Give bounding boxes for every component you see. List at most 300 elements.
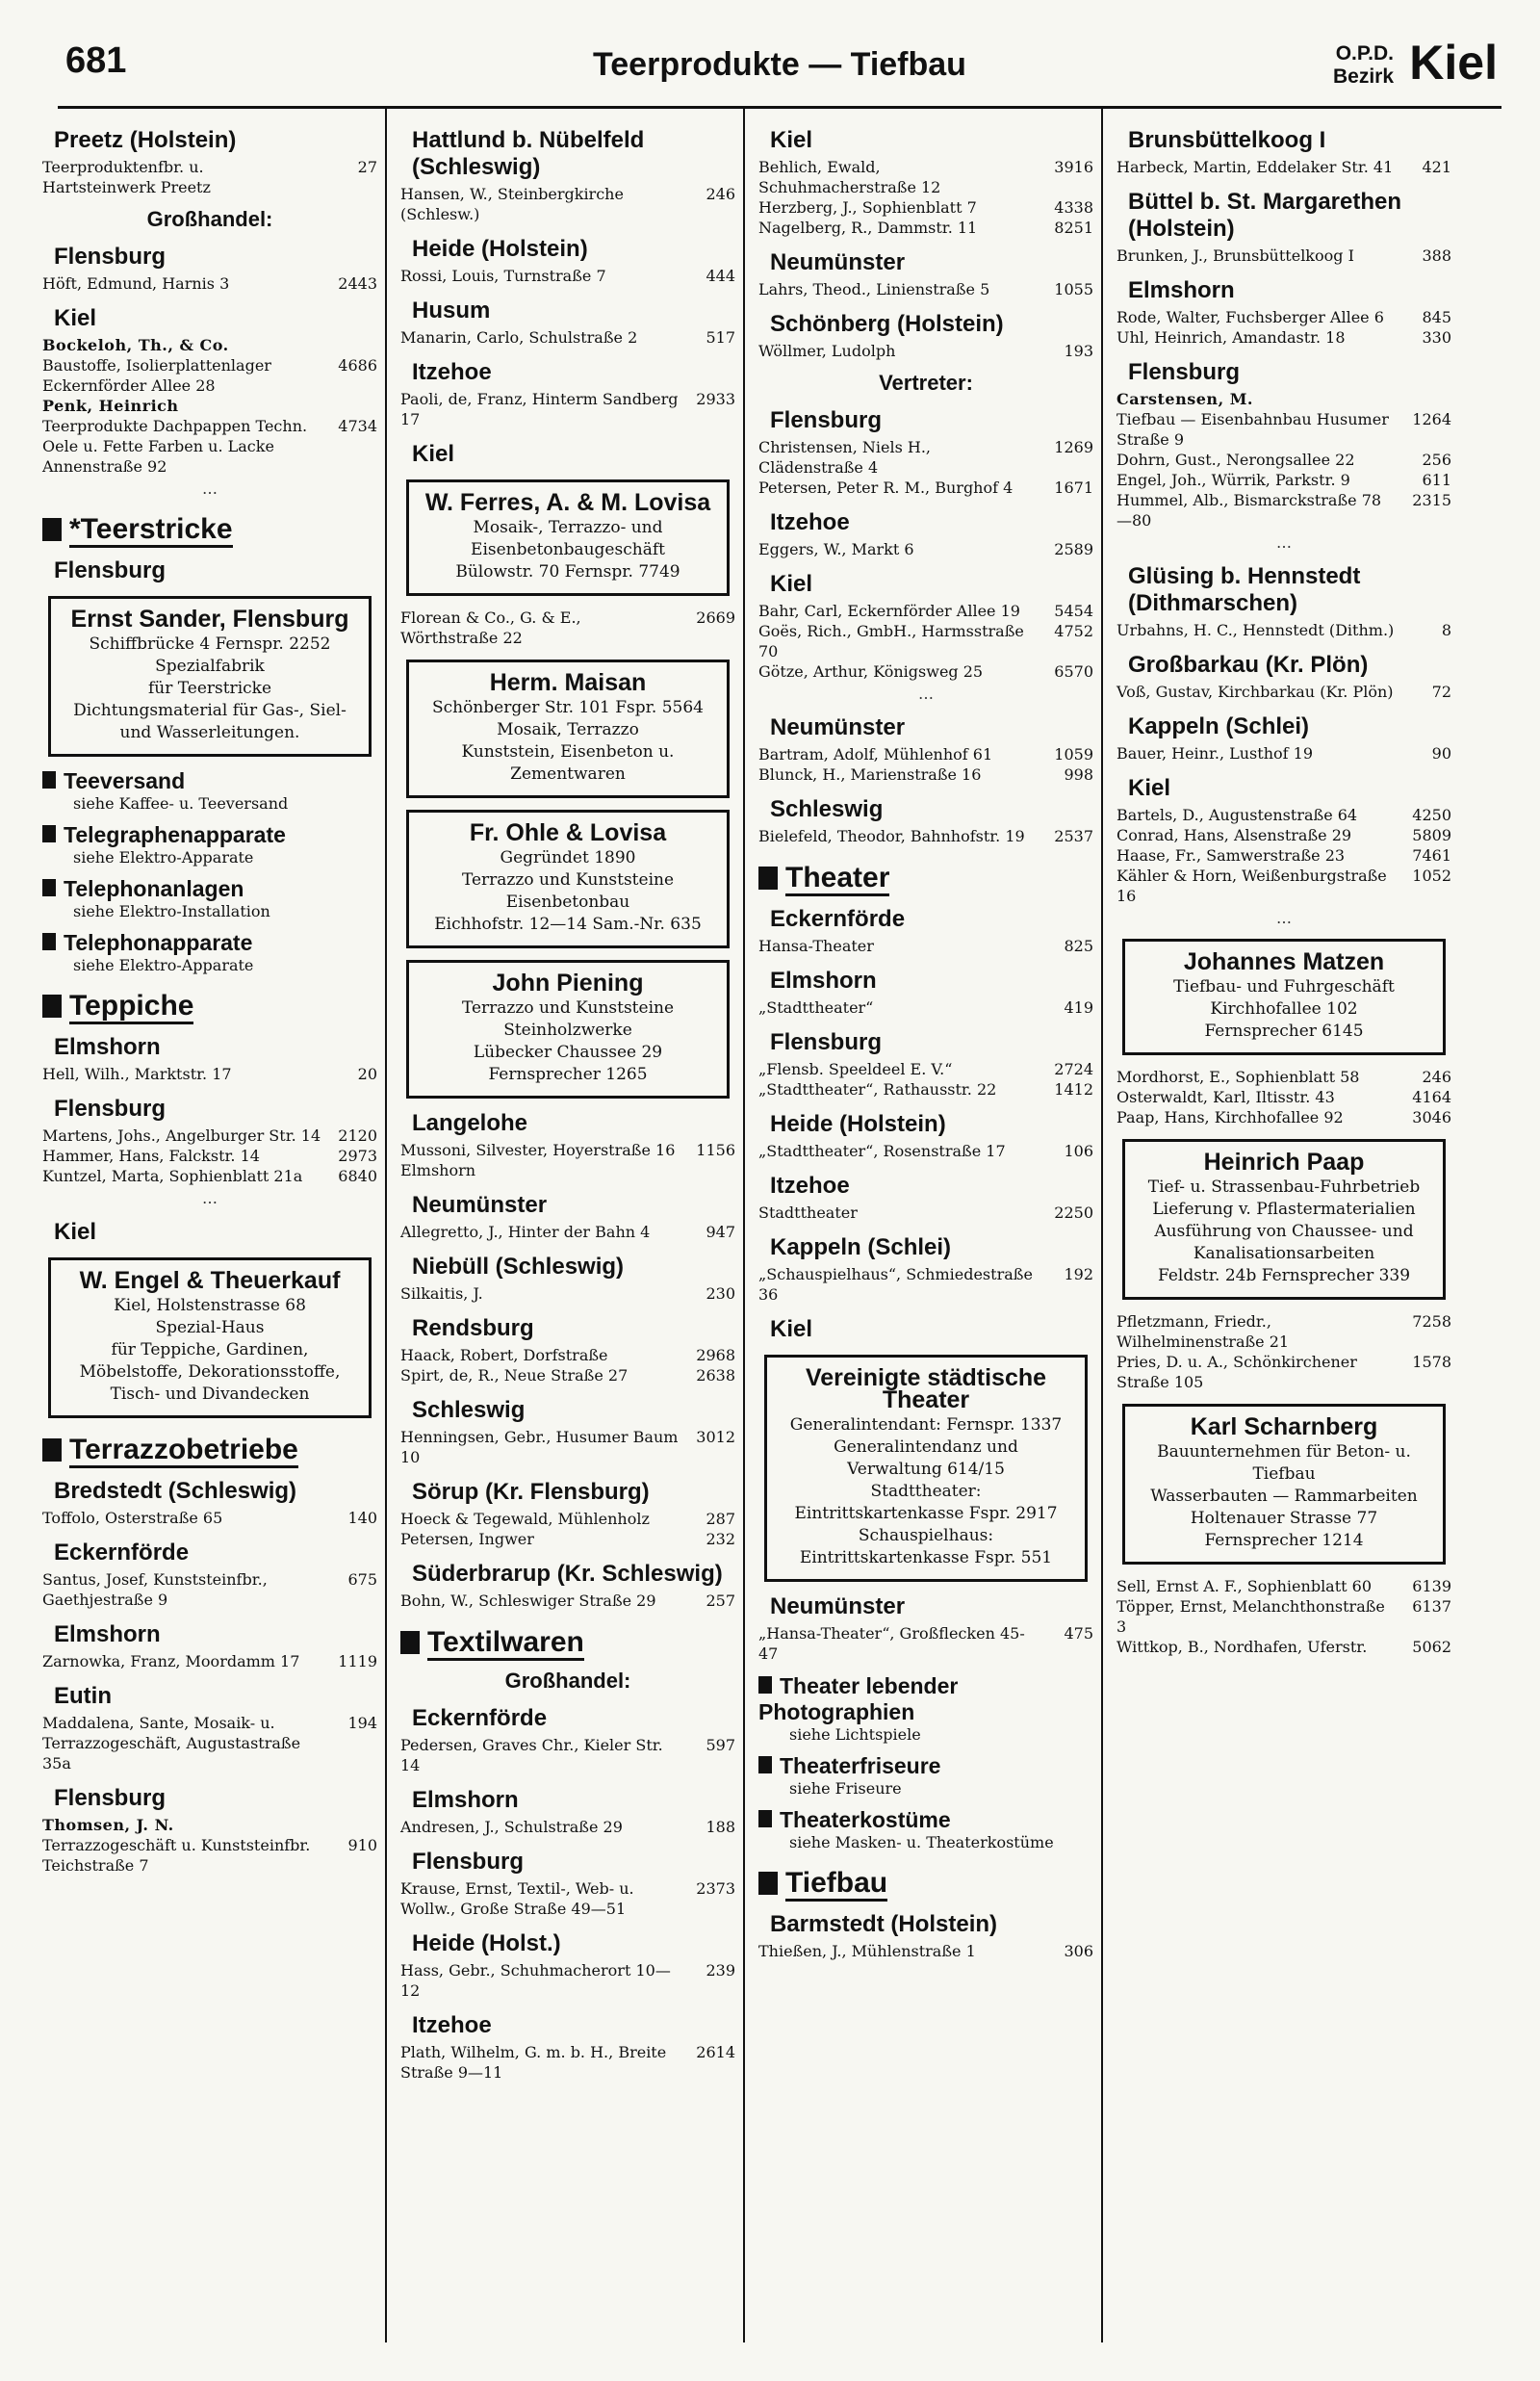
ad-line: Eisenbetonbau — [505, 893, 630, 912]
entry-text: Hoeck & Tegewald, Mühlenholz — [400, 1510, 650, 1528]
entry-text: „Stadttheater“, Rathausstr. 22 — [758, 1080, 997, 1099]
phone-number: 4752 — [1054, 622, 1093, 640]
place-heading: Neumünster — [770, 714, 906, 740]
see-also-text: siehe Kaffee- u. Teeversand — [73, 794, 289, 813]
phone-number: 194 — [347, 1714, 377, 1732]
omitted-entries: … — [1276, 909, 1292, 927]
column-2 — [393, 108, 745, 2342]
directory-entry — [42, 1815, 377, 1835]
directory-entry — [758, 826, 1093, 846]
ad-line: Fernsprecher 6145 — [1204, 1022, 1364, 1041]
directory-entry — [758, 197, 1093, 218]
directory-entry — [758, 539, 1093, 559]
cross-reference — [42, 876, 377, 920]
entry-text: Blunck, H., Marienstraße 16 — [758, 765, 982, 784]
phone-number: 192 — [1064, 1265, 1093, 1283]
phone-number: 4686 — [338, 356, 377, 375]
directory-entry — [758, 478, 1093, 498]
directory-entry — [758, 764, 1093, 785]
page-number: 681 — [65, 40, 127, 81]
see-also-text: siehe Elektro-Installation — [73, 902, 270, 920]
entry-text: Christensen, Niels H., Clädenstraße 4 — [758, 438, 932, 477]
entry-text: Bohn, W., Schleswiger Straße 29 — [400, 1592, 656, 1610]
entry-text: Toffolo, Osterstraße 65 — [42, 1509, 223, 1527]
page-header — [58, 27, 1502, 109]
place-heading: Eckernförde — [54, 1540, 190, 1566]
entry-text: Hass, Gebr., Schuhmacherort 10—12 — [400, 1961, 671, 2000]
phone-number: 421 — [1422, 158, 1451, 176]
phone-number: 257 — [706, 1592, 735, 1610]
place-heading: Barmstedt (Holstein) — [770, 1911, 998, 1937]
place-heading: Neumünster — [770, 1593, 906, 1619]
column-1 — [35, 108, 387, 2342]
directory-entry — [1116, 389, 1451, 409]
phone-number: 8 — [1441, 621, 1451, 639]
advertisement-box — [406, 960, 730, 1099]
place-heading: Sörup (Kr. Flensburg) — [412, 1479, 650, 1505]
entry-text: Mordhorst, E., Sophienblatt 58 — [1116, 1068, 1360, 1086]
phone-number: 1269 — [1054, 438, 1093, 456]
entry-text: Uhl, Heinrich, Amandastr. 18 — [1116, 328, 1346, 347]
directory-entry — [1116, 470, 1451, 490]
directory-entry — [1116, 307, 1451, 327]
entry-text: Terrazzogeschäft u. Kunststeinfbr. Teichstraße 7 — [42, 1836, 311, 1875]
ad-line: Ausführung von Chaussee- und Kanalisationsarbeiten — [1154, 1222, 1414, 1263]
directory-entry — [42, 1713, 377, 1773]
advertiser-name: Vereinigte städtische Theater — [805, 1364, 1047, 1413]
district-city: Kiel — [1409, 36, 1498, 90]
cross-reference-head — [758, 1807, 1093, 1833]
phone-number: 6840 — [338, 1167, 377, 1185]
phone-number: 3012 — [696, 1428, 735, 1446]
advertisement-box — [1122, 939, 1446, 1055]
phone-number: 910 — [347, 1836, 377, 1854]
directory-entry — [1116, 1311, 1451, 1352]
place-heading: Heide (Holstein) — [412, 236, 588, 262]
place-heading: Flensburg — [54, 1096, 167, 1122]
directory-entry — [1116, 1087, 1451, 1107]
omitted-entries: … — [918, 685, 934, 703]
directory-entry — [758, 1623, 1093, 1664]
phone-number: 239 — [706, 1961, 735, 1980]
page-title: Teerprodukte — Tiefbau — [593, 46, 966, 83]
directory-entry — [758, 279, 1093, 299]
entry-text: Hummel, Alb., Bismarckstraße 78—80 — [1116, 491, 1382, 530]
ad-line: Mosaik, Terrazzo — [497, 720, 639, 739]
directory-entry — [42, 1166, 377, 1186]
entry-text: Carstensen, M. — [1116, 390, 1253, 408]
phone-number: 475 — [1064, 1624, 1093, 1643]
ad-line: für Teppiche, Gardinen, Möbelstoffe, Dekorationsstoffe, Tisch- und Divandecken — [79, 1340, 341, 1404]
section-marker — [42, 995, 62, 1018]
place-heading: Elmshorn — [412, 1787, 519, 1813]
phone-number: 1156 — [696, 1141, 735, 1159]
place-heading: Kiel — [1128, 775, 1171, 801]
ad-line: Eisenbetonbaugeschäft — [471, 540, 665, 559]
entry-text: Santus, Josef, Kunststeinfbr., Gaethjestraße 9 — [42, 1570, 268, 1609]
entry-text: Bartram, Adolf, Mühlenhof 61 — [758, 745, 993, 763]
ad-line: Schauspielhaus: — [858, 1526, 994, 1545]
section-marker — [42, 771, 56, 789]
ad-line: Stadttheater: — [870, 1482, 982, 1501]
place-heading: Itzehoe — [770, 509, 850, 535]
section-marker — [42, 933, 56, 950]
phone-number: 1412 — [1054, 1080, 1093, 1099]
place-heading: Kappeln (Schlei) — [770, 1234, 952, 1260]
phone-number: 3046 — [1412, 1108, 1451, 1126]
phone-number: 1052 — [1412, 867, 1451, 885]
directory-entry — [400, 608, 735, 648]
entry-text: Lahrs, Theod., Linienstraße 5 — [758, 280, 990, 298]
directory-entry — [42, 355, 377, 396]
place-heading: Schleswig — [770, 796, 884, 822]
entry-text: Tiefbau — Eisenbahnbau Husumer Straße 9 — [1116, 410, 1389, 449]
place-heading: Büttel b. St. Margarethen (Holstein) — [1128, 189, 1402, 242]
ad-line: Kirchhofallee 102 — [1210, 999, 1358, 1019]
advertisement-box — [764, 1355, 1088, 1582]
phone-number: 27 — [357, 158, 377, 176]
advertisement-box — [406, 660, 730, 798]
place-heading: Elmshorn — [770, 968, 877, 994]
ad-line: Mosaik-, Terrazzo- und — [473, 518, 663, 537]
directory-entry — [758, 601, 1093, 621]
entry-text: Andresen, J., Schulstraße 29 — [400, 1818, 623, 1836]
phone-number: 188 — [706, 1818, 735, 1836]
cross-reference — [42, 930, 377, 974]
place-heading: Flensburg — [770, 407, 883, 433]
directory-entry — [400, 1591, 735, 1611]
phone-number: 2669 — [696, 608, 735, 627]
phone-number: 845 — [1422, 308, 1451, 326]
directory-entry — [1116, 157, 1451, 177]
section-heading — [400, 1626, 735, 1659]
phone-number: 2968 — [696, 1346, 735, 1364]
entry-text: Thießen, J., Mühlenstraße 1 — [758, 1942, 976, 1960]
directory-entry — [400, 1735, 735, 1775]
entry-text: Plath, Wilhelm, G. m. b. H., Breite Straße 9—11 — [400, 2043, 667, 2082]
place-heading: Kiel — [54, 1219, 97, 1245]
cross-reference-head — [758, 1753, 1093, 1779]
directory-entry — [1116, 490, 1451, 531]
directory-entry — [42, 1146, 377, 1166]
place-heading: Heide (Holst.) — [412, 1930, 561, 1956]
phone-number: 4734 — [338, 417, 377, 435]
see-also-text: siehe Friseure — [789, 1779, 902, 1798]
entry-text: Töpper, Ernst, Melanchthonstraße 3 — [1116, 1597, 1385, 1636]
entry-text: „Schauspielhaus“, Schmiedestraße 36 — [758, 1265, 1033, 1304]
section-title: Textilwaren — [427, 1626, 584, 1661]
phone-number: 246 — [1422, 1068, 1451, 1086]
section-marker — [758, 1872, 778, 1895]
place-heading: Heide (Holstein) — [770, 1111, 946, 1137]
entry-text: Silkaitis, J. — [400, 1284, 483, 1303]
entry-text: Urbahns, H. C., Hennstedt (Dithm.) — [1116, 621, 1395, 639]
place-heading: Brunsbüttelkoog I — [1128, 127, 1326, 153]
directory-entry — [400, 266, 735, 286]
section-marker — [42, 879, 56, 896]
directory-entry — [42, 1126, 377, 1146]
phone-number: 7461 — [1412, 846, 1451, 865]
see-also-text: siehe Elektro-Apparate — [73, 848, 254, 867]
phone-number: 2614 — [696, 2043, 735, 2061]
entry-text: Brunken, J., Brunsbüttelkoog I — [1116, 246, 1354, 265]
place-heading: Schleswig — [412, 1397, 526, 1423]
place-heading: Preetz (Holstein) — [54, 127, 237, 153]
cross-reference — [42, 822, 377, 867]
entry-text: Pries, D. u. A., Schönkirchener Straße 105 — [1116, 1353, 1357, 1391]
phone-number: 256 — [1422, 451, 1451, 469]
district-label — [1333, 42, 1394, 89]
directory-entry — [400, 1960, 735, 2001]
entry-text: Penk, Heinrich — [42, 397, 179, 415]
entry-text: Spirt, de, R., Neue Straße 27 — [400, 1366, 629, 1385]
entry-text: Kähler & Horn, Weißenburgstraße 16 — [1116, 867, 1387, 905]
advertisement-box — [48, 1257, 372, 1418]
phone-number: 306 — [1064, 1942, 1093, 1960]
directory-entry — [758, 437, 1093, 478]
cross-reference-title: Telephonanlagen — [64, 876, 244, 901]
ad-line: Dichtungsmaterial für Gas-, Siel- und Wasserleitungen. — [73, 701, 346, 742]
phone-number: 1264 — [1412, 410, 1451, 428]
entry-text: Goës, Rich., GmbH., Harmsstraße 70 — [758, 622, 1024, 660]
entry-text: Hammer, Hans, Falckstr. 14 — [42, 1147, 260, 1165]
phone-number: 2973 — [338, 1147, 377, 1165]
place-heading: Eckernförde — [412, 1705, 548, 1731]
place-heading: Niebüll (Schleswig) — [412, 1254, 625, 1280]
directory-entry — [42, 157, 377, 197]
phone-number: 1055 — [1054, 280, 1093, 298]
section-heading — [42, 990, 377, 1022]
ad-line: Bauunternehmen für Beton- u. Tiefbau — [1157, 1442, 1411, 1484]
place-heading: Bredstedt (Schleswig) — [54, 1478, 297, 1504]
entry-text: Bielefeld, Theodor, Bahnhofstr. 19 — [758, 827, 1025, 845]
directory-entry — [1116, 743, 1451, 763]
place-heading: Kiel — [770, 127, 813, 153]
advertiser-name: Heinrich Paap — [1203, 1149, 1365, 1176]
place-heading: Kiel — [770, 1316, 813, 1342]
directory-entry — [1116, 1352, 1451, 1392]
directory-entry — [400, 1817, 735, 1837]
directory-entry — [758, 936, 1093, 956]
directory-entry — [42, 1064, 377, 1084]
phone-number: 1119 — [338, 1652, 377, 1670]
ad-line: Kiel, Holstenstrasse 68 — [114, 1296, 306, 1315]
ad-line: Eintrittskartenkasse Fspr. 2917 — [794, 1504, 1058, 1523]
subsection-heading: Großhandel: — [146, 207, 273, 231]
cross-reference-head — [42, 768, 377, 794]
entry-text: Petersen, Peter R. M., Burghof 4 — [758, 479, 1014, 497]
entry-text: Kuntzel, Marta, Sophienblatt 21a — [42, 1167, 303, 1185]
phone-number: 998 — [1064, 765, 1093, 784]
phone-number: 517 — [706, 328, 735, 347]
directory-entry — [42, 1835, 377, 1876]
ad-line: Eintrittskartenkasse Fspr. 551 — [799, 1548, 1053, 1567]
entry-text: Dohrn, Gust., Nerongsallee 22 — [1116, 451, 1355, 469]
directory-entry — [1116, 845, 1451, 866]
phone-number: 140 — [347, 1509, 377, 1527]
entry-text: Engel, Joh., Würrik, Parkstr. 9 — [1116, 471, 1350, 489]
directory-entry — [42, 273, 377, 294]
phone-number: 193 — [1064, 342, 1093, 360]
section-heading — [758, 862, 1093, 894]
directory-entry — [400, 1345, 735, 1365]
entry-text: Rossi, Louis, Turnstraße 7 — [400, 267, 606, 285]
place-heading: Schönberg (Holstein) — [770, 311, 1004, 337]
place-heading: Flensburg — [770, 1029, 883, 1055]
entry-text: Manarin, Carlo, Schulstraße 2 — [400, 328, 638, 347]
cross-reference-title: Theater lebender Photographien — [758, 1673, 959, 1724]
entry-text: Pfletzmann, Friedr., Wilhelminenstraße 21 — [1116, 1312, 1290, 1351]
phone-number: 5809 — [1412, 826, 1451, 844]
cross-reference-head — [42, 930, 377, 956]
entry-text: Paap, Hans, Kirchhofallee 92 — [1116, 1108, 1344, 1126]
advertisement-box — [406, 479, 730, 596]
place-heading: Flensburg — [412, 1849, 525, 1875]
place-heading: Itzehoe — [770, 1173, 850, 1199]
ad-line: Tiefbau- und Fuhrgeschäft — [1173, 977, 1395, 996]
ad-line: Schönberger Str. 101 Fspr. 5564 — [432, 698, 704, 717]
directory-entry — [400, 1878, 735, 1919]
place-heading: Flensburg — [54, 1785, 167, 1811]
place-heading: Kiel — [54, 305, 97, 331]
entry-text: Petersen, Ingwer — [400, 1530, 534, 1548]
omitted-entries: … — [1276, 533, 1292, 552]
ad-line: für Teerstricke — [147, 679, 272, 698]
phone-number: 2120 — [338, 1126, 377, 1145]
entry-text: Hansa-Theater — [758, 937, 874, 955]
see-also-text: siehe Masken- u. Theaterkostüme — [789, 1833, 1054, 1851]
ad-line: Generalintendant: Fernspr. 1337 — [789, 1415, 1063, 1435]
ad-line: Schiffbrücke 4 Fernspr. 2252 — [89, 634, 331, 654]
section-title: Theater — [785, 862, 889, 896]
entry-text: Pedersen, Graves Chr., Kieler Str. 14 — [400, 1736, 663, 1774]
entry-text: Mussoni, Silvester, Hoyerstraße 16 Elmshorn — [400, 1141, 676, 1179]
ad-line: Lieferung v. Pflastermaterialien — [1152, 1200, 1416, 1219]
advertiser-name: Fr. Ohle & Lovisa — [469, 819, 667, 846]
entry-text: Thomsen, J. N. — [42, 1816, 174, 1834]
phone-number: 4164 — [1412, 1088, 1451, 1106]
opd-label: O.P.D. — [1335, 42, 1394, 65]
cross-reference — [758, 1807, 1093, 1851]
directory-entry — [1116, 246, 1451, 266]
entry-text: Haase, Fr., Samwerstraße 23 — [1116, 846, 1346, 865]
column-4 — [1109, 108, 1459, 2342]
phone-number: 5062 — [1412, 1638, 1451, 1656]
advertisement-box — [1122, 1139, 1446, 1300]
section-marker — [42, 825, 56, 842]
phone-number: 675 — [347, 1570, 377, 1589]
section-marker — [758, 1756, 772, 1773]
phone-number: 2589 — [1054, 540, 1093, 558]
directory-entry — [1116, 450, 1451, 470]
place-heading: Flensburg — [54, 557, 167, 583]
cross-reference-title: Telegraphenapparate — [64, 822, 286, 847]
cross-reference-title: Theaterfriseure — [780, 1753, 941, 1778]
ad-line: Generalintendanz und — [834, 1437, 1018, 1457]
omitted-entries: … — [202, 479, 218, 498]
ad-line: Tief- u. Strassenbau-Fuhrbetrieb — [1147, 1178, 1421, 1197]
entry-text: Bartels, D., Augustenstraße 64 — [1116, 806, 1358, 824]
entry-text: Hansen, W., Steinbergkirche (Schlesw.) — [400, 185, 624, 223]
ad-line: Terrazzo und Kunststeine — [461, 998, 675, 1018]
section-heading — [42, 513, 377, 546]
place-heading: Itzehoe — [412, 359, 492, 385]
section-title: *Teerstricke — [69, 513, 233, 548]
place-heading: Eckernförde — [770, 906, 906, 932]
directory-entry — [400, 389, 735, 429]
phone-number: 230 — [706, 1284, 735, 1303]
section-title: Tiefbau — [785, 1867, 887, 1902]
entry-text: „Stadttheater“ — [758, 998, 874, 1017]
directory-entry — [758, 1941, 1093, 1961]
ad-line: Fernsprecher 1265 — [488, 1065, 648, 1084]
phone-number: 330 — [1422, 328, 1451, 347]
entry-text: Rode, Walter, Fuchsberger Allee 6 — [1116, 308, 1384, 326]
entry-text: Maddalena, Sante, Mosaik- u. Terrazzogeschäft, Augustastraße 35a — [42, 1714, 301, 1773]
advertisement-box — [48, 596, 372, 757]
entry-text: Paoli, de, Franz, Hinterm Sandberg 17 — [400, 390, 679, 428]
place-heading: Glüsing b. Hennstedt (Dithmarschen) — [1128, 563, 1361, 616]
phone-number: 8251 — [1054, 219, 1093, 237]
directory-entry — [42, 335, 377, 355]
entry-text: Krause, Ernst, Textil-, Web- u. Wollw., Große Straße 49—51 — [400, 1879, 634, 1918]
phone-number: 2724 — [1054, 1060, 1093, 1078]
phone-number: 246 — [706, 185, 735, 203]
cross-reference-title: Teeversand — [64, 768, 186, 793]
phone-number: 2537 — [1054, 827, 1093, 845]
directory-entry — [42, 1569, 377, 1610]
omitted-entries: … — [202, 1189, 218, 1207]
phone-number: 2638 — [696, 1366, 735, 1385]
ad-line: Verwaltung 614/15 — [847, 1460, 1005, 1479]
cross-reference — [42, 768, 377, 813]
phone-number: 611 — [1422, 471, 1451, 489]
entry-text: Zarnowka, Franz, Moordamm 17 — [42, 1652, 300, 1670]
cross-reference-title: Telephonapparate — [64, 930, 253, 955]
phone-number: 72 — [1431, 683, 1451, 701]
ad-line: Spezial-Haus — [155, 1318, 265, 1337]
phone-number: 597 — [706, 1736, 735, 1754]
ad-line: Bülowstr. 70 Fernspr. 7749 — [455, 562, 680, 582]
place-heading: Eutin — [54, 1683, 112, 1709]
entry-text: Osterwaldt, Karl, Iltisstr. 43 — [1116, 1088, 1335, 1106]
directory-entry — [400, 1365, 735, 1385]
section-heading — [758, 1867, 1093, 1900]
phone-number: 444 — [706, 267, 735, 285]
section-marker — [42, 1438, 62, 1462]
phone-number: 947 — [706, 1223, 735, 1241]
directory-entry — [400, 1509, 735, 1529]
advertiser-name: W. Ferres, A. & M. Lovisa — [424, 489, 711, 516]
cross-reference — [758, 1753, 1093, 1798]
ad-line: Holtenauer Strasse 77 — [1190, 1509, 1378, 1528]
advertiser-name: Herm. Maisan — [489, 669, 647, 696]
phone-number: 4338 — [1054, 198, 1093, 217]
place-heading: Elmshorn — [54, 1034, 161, 1060]
place-heading: Flensburg — [54, 244, 167, 270]
phone-number: 287 — [706, 1510, 735, 1528]
entry-text: Baustoffe, Isolierplattenlager Eckernförder Allee 28 — [42, 356, 271, 395]
place-heading: Kiel — [770, 571, 813, 597]
entry-text: Allegretto, J., Hinter der Bahn 4 — [400, 1223, 651, 1241]
entry-text: Herzberg, J., Sophienblatt 7 — [758, 198, 977, 217]
entry-text: Stadttheater — [758, 1203, 858, 1222]
directory-entry — [400, 1140, 735, 1180]
phone-number: 106 — [1064, 1142, 1093, 1160]
directory-entry — [42, 396, 377, 416]
directory-entry — [758, 1141, 1093, 1161]
phone-number: 2250 — [1054, 1203, 1093, 1222]
